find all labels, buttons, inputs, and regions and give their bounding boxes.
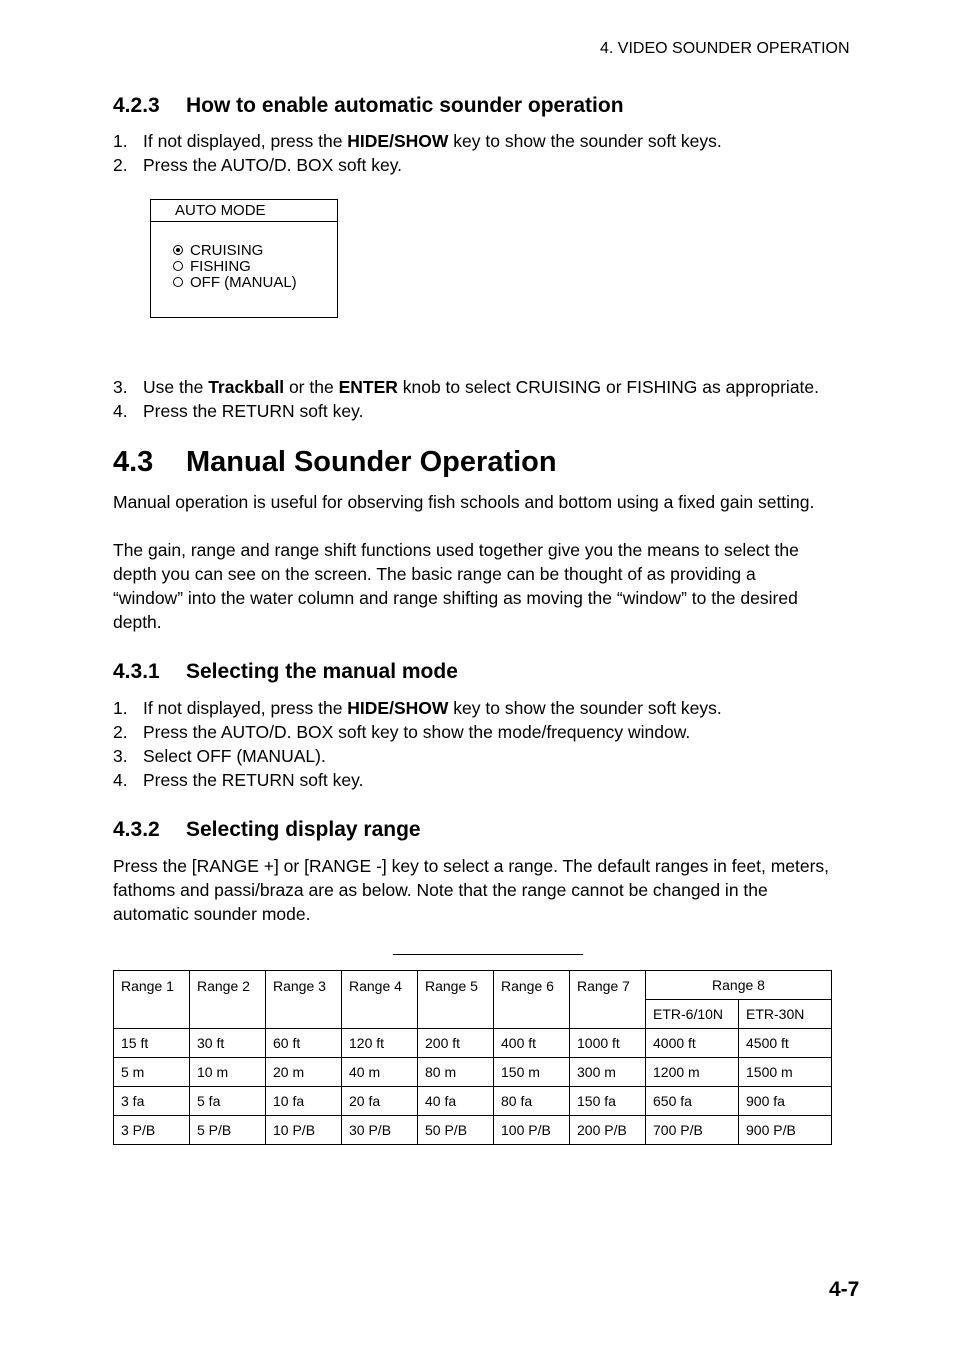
table-cell: 1200 m xyxy=(646,1058,739,1087)
option-label: CRUISING xyxy=(190,242,264,259)
list-item xyxy=(113,399,363,423)
table-cell: 40 m xyxy=(342,1058,418,1087)
table-cell: 1500 m xyxy=(739,1058,832,1087)
step-text: Press the AUTO/D. BOX soft key to show the mode/frequency window. xyxy=(143,722,691,742)
section-number: 4.3.2 xyxy=(113,818,160,841)
table-row xyxy=(114,1029,832,1058)
section-heading-4-3-2 xyxy=(113,818,421,842)
list-item xyxy=(113,153,402,177)
paragraph-line: The gain, range and range shift functions used together give you the means to select the xyxy=(113,540,799,560)
table-cell: 60 ft xyxy=(266,1029,342,1058)
section-heading-4-2-3 xyxy=(113,94,624,118)
paragraph xyxy=(113,538,799,634)
step-text: Use the xyxy=(143,377,209,397)
table-cell: 300 m xyxy=(570,1058,646,1087)
step-text: key to show the sounder soft keys. xyxy=(448,698,722,718)
auto-mode-title: AUTO MODE xyxy=(151,200,337,222)
step-number: 3. xyxy=(113,377,128,397)
column-header: Range 2 xyxy=(190,971,266,1029)
step-text: key to show the sounder soft keys. xyxy=(448,131,722,151)
step-text: Press the RETURN soft key. xyxy=(143,401,364,421)
table-cell: 4500 ft xyxy=(739,1029,832,1058)
step-number: 4. xyxy=(113,401,128,421)
section-number: 4.3.1 xyxy=(113,660,160,683)
step-number: 1. xyxy=(113,698,128,718)
table-cell: 650 fa xyxy=(646,1087,739,1116)
step-number: 2. xyxy=(113,155,128,175)
table-cell: 900 P/B xyxy=(739,1116,832,1145)
paragraph-line: depth you can see on the screen. The basic range can be thought of as providing a xyxy=(113,564,756,584)
step-text: If not displayed, press the xyxy=(143,131,348,151)
table-cell: 5 P/B xyxy=(190,1116,266,1145)
table-row xyxy=(114,1087,832,1116)
table-cell: 1000 ft xyxy=(570,1029,646,1058)
table-cell: 400 ft xyxy=(494,1029,570,1058)
list-item xyxy=(113,768,363,792)
table-cell: 4000 ft xyxy=(646,1029,739,1058)
table-cell: 40 fa xyxy=(418,1087,494,1116)
option-off-manual[interactable] xyxy=(173,275,297,291)
table-cell: 3 P/B xyxy=(114,1116,190,1145)
step-number: 4. xyxy=(113,770,128,790)
table-cell: 10 m xyxy=(190,1058,266,1087)
column-subheader: ETR-6/10N xyxy=(646,1000,739,1029)
step-text: Press the RETURN soft key. xyxy=(143,770,364,790)
table-cell: 3 fa xyxy=(114,1087,190,1116)
radio-unselected-icon[interactable] xyxy=(173,261,183,271)
paragraph xyxy=(113,854,829,926)
option-label: OFF (MANUAL) xyxy=(190,274,297,291)
radio-unselected-icon[interactable] xyxy=(173,277,183,287)
paragraph-line: Press the [RANGE +] or [RANGE -] key to select a range. The default ranges in feet, meters, xyxy=(113,856,830,876)
range-table xyxy=(113,970,832,1145)
table-cell: 10 P/B xyxy=(266,1116,342,1145)
table-row xyxy=(114,1116,832,1145)
paragraph-line: depth. xyxy=(113,612,162,632)
key-name: Trackball xyxy=(208,377,285,397)
list-item xyxy=(113,129,722,153)
column-header: Range 8 xyxy=(646,971,832,1000)
section-title: Selecting the manual mode xyxy=(186,660,458,683)
key-name: ENTER xyxy=(338,377,398,397)
step-number: 2. xyxy=(113,722,128,742)
table-cell: 30 P/B xyxy=(342,1116,418,1145)
section-number: 4.3 xyxy=(113,446,154,478)
page-number: 4-7 xyxy=(829,1278,860,1301)
table-cell: 15 ft xyxy=(114,1029,190,1058)
auto-mode-window xyxy=(150,199,338,318)
step-text: Press the AUTO/D. BOX soft key. xyxy=(143,155,403,175)
table-cell: 120 ft xyxy=(342,1029,418,1058)
option-label: FISHING xyxy=(190,258,251,275)
table-cell: 80 m xyxy=(418,1058,494,1087)
key-name: HIDE/SHOW xyxy=(347,698,449,718)
table-cell: 200 ft xyxy=(418,1029,494,1058)
column-header: Range 7 xyxy=(570,971,646,1029)
step-text: or the xyxy=(284,377,339,397)
section-title: Selecting display range xyxy=(186,818,421,841)
step-text: knob to select CRUISING or FISHING as appropriate. xyxy=(397,377,820,397)
section-number: 4.2.3 xyxy=(113,94,160,117)
column-header: Range 5 xyxy=(418,971,494,1029)
table-cell: 20 fa xyxy=(342,1087,418,1116)
table-cell: 30 ft xyxy=(190,1029,266,1058)
table-header-row xyxy=(114,971,832,1000)
table-row xyxy=(114,1058,832,1087)
step-number: 3. xyxy=(113,746,128,766)
key-name: HIDE/SHOW xyxy=(347,131,449,151)
running-head: 4. VIDEO SOUNDER OPERATION xyxy=(600,40,850,57)
section-heading-4-3-1 xyxy=(113,660,458,684)
table-cell: 700 P/B xyxy=(646,1116,739,1145)
table-cell: 150 fa xyxy=(570,1087,646,1116)
table-cell: 5 fa xyxy=(190,1087,266,1116)
radio-selected-icon[interactable] xyxy=(173,245,183,255)
column-header: Range 4 xyxy=(342,971,418,1029)
step-text: Select OFF (MANUAL). xyxy=(143,746,326,766)
paragraph-line: fathoms and passi/braza are as below. Note that the range cannot be changed in the xyxy=(113,880,768,900)
section-heading-4-3 xyxy=(113,446,557,479)
table-cell: 50 P/B xyxy=(418,1116,494,1145)
option-cruising[interactable] xyxy=(173,243,263,259)
table-cell: 150 m xyxy=(494,1058,570,1087)
table-cell: 100 P/B xyxy=(494,1116,570,1145)
table-cell: 20 m xyxy=(266,1058,342,1087)
step-text: If not displayed, press the xyxy=(143,698,348,718)
option-fishing[interactable] xyxy=(173,259,251,275)
section-title: Manual Sounder Operation xyxy=(186,446,557,478)
table-cell: 200 P/B xyxy=(570,1116,646,1145)
table-cell: 80 fa xyxy=(494,1087,570,1116)
column-header: Range 3 xyxy=(266,971,342,1029)
list-item xyxy=(113,744,326,768)
step-number: 1. xyxy=(113,131,128,151)
column-subheader: ETR-30N xyxy=(739,1000,832,1029)
table-cell: 900 fa xyxy=(739,1087,832,1116)
list-item xyxy=(113,375,819,399)
list-item xyxy=(113,696,722,720)
list-item xyxy=(113,720,690,744)
table-cell: 5 m xyxy=(114,1058,190,1087)
column-header: Range 6 xyxy=(494,971,570,1029)
table-cell: 10 fa xyxy=(266,1087,342,1116)
paragraph: Manual operation is useful for observing fish schools and bottom using a fixed gain setting. xyxy=(113,492,815,512)
column-header: Range 1 xyxy=(114,971,190,1029)
section-title: How to enable automatic sounder operation xyxy=(186,94,624,117)
divider xyxy=(393,954,583,955)
paragraph-line: “window” into the water column and range shifting as moving the “window” to the desired xyxy=(113,588,798,608)
paragraph-line: automatic sounder mode. xyxy=(113,904,311,924)
